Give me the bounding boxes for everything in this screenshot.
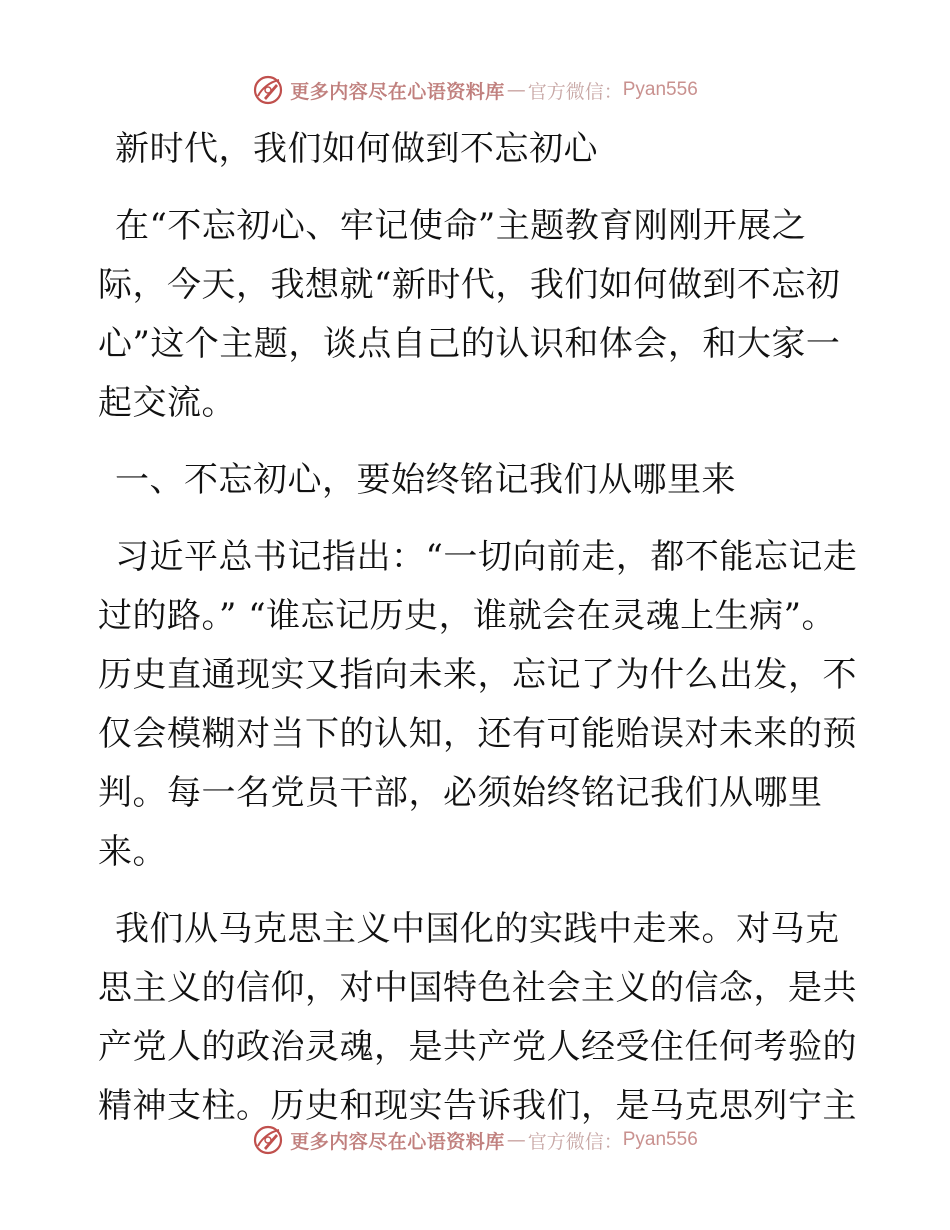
watermark-brand: 更多内容尽在心语资料库 [290,80,505,103]
watermark-wechat-id: Pyan556 [622,1129,698,1150]
paragraph-quote: 习近平总书记指出：“一切向前走，都不能忘记走过的路。” “谁忘记历史，谁就会在灵魂上生病”。历史直通现实又指向未来，忘记了为什么出发，不仅会模糊对当下的认知，还有可能贻误对未来的预判。每一名党员干部，必须始终铭记我们从哪里来。 [98,537,858,872]
paragraph-intro: 在“不忘初心、牢记使命”主题教育刚刚开展之际，今天，我想就“新时代，我们如何做到不忘初心”这个主题，谈点自己的认识和体会，和大家一起交流。 [98,206,841,423]
watermark-dash: — [506,1129,526,1151]
watermark-brand: 更多内容尽在心语资料库 [290,1130,505,1153]
document-body [98,120,858,1136]
paragraph-marxism: 我们从马克思主义中国化的实践中走来。对马克思主义的信仰，对中国特色社会主义的信念，是共产党人的政治灵魂，是共产党人经受住任何考验的精神支柱。历史和现实告诉我们，是马克思列宁主 [98,909,857,1126]
section-heading-1: 一、不忘初心，要始终铭记我们从哪里来 [115,460,736,500]
watermark-wechat-id: Pyan556 [622,79,698,100]
pen-circle-logo-icon [252,1124,284,1156]
pen-circle-logo-icon [252,74,284,106]
header-watermark [0,70,950,110]
footer-watermark [0,1120,950,1160]
watermark-dash: — [506,79,526,101]
document-title: 新时代，我们如何做到不忘初心 [115,129,598,169]
watermark-official-label: 官方微信： [527,1130,623,1153]
watermark-official-label: 官方微信： [527,80,623,103]
